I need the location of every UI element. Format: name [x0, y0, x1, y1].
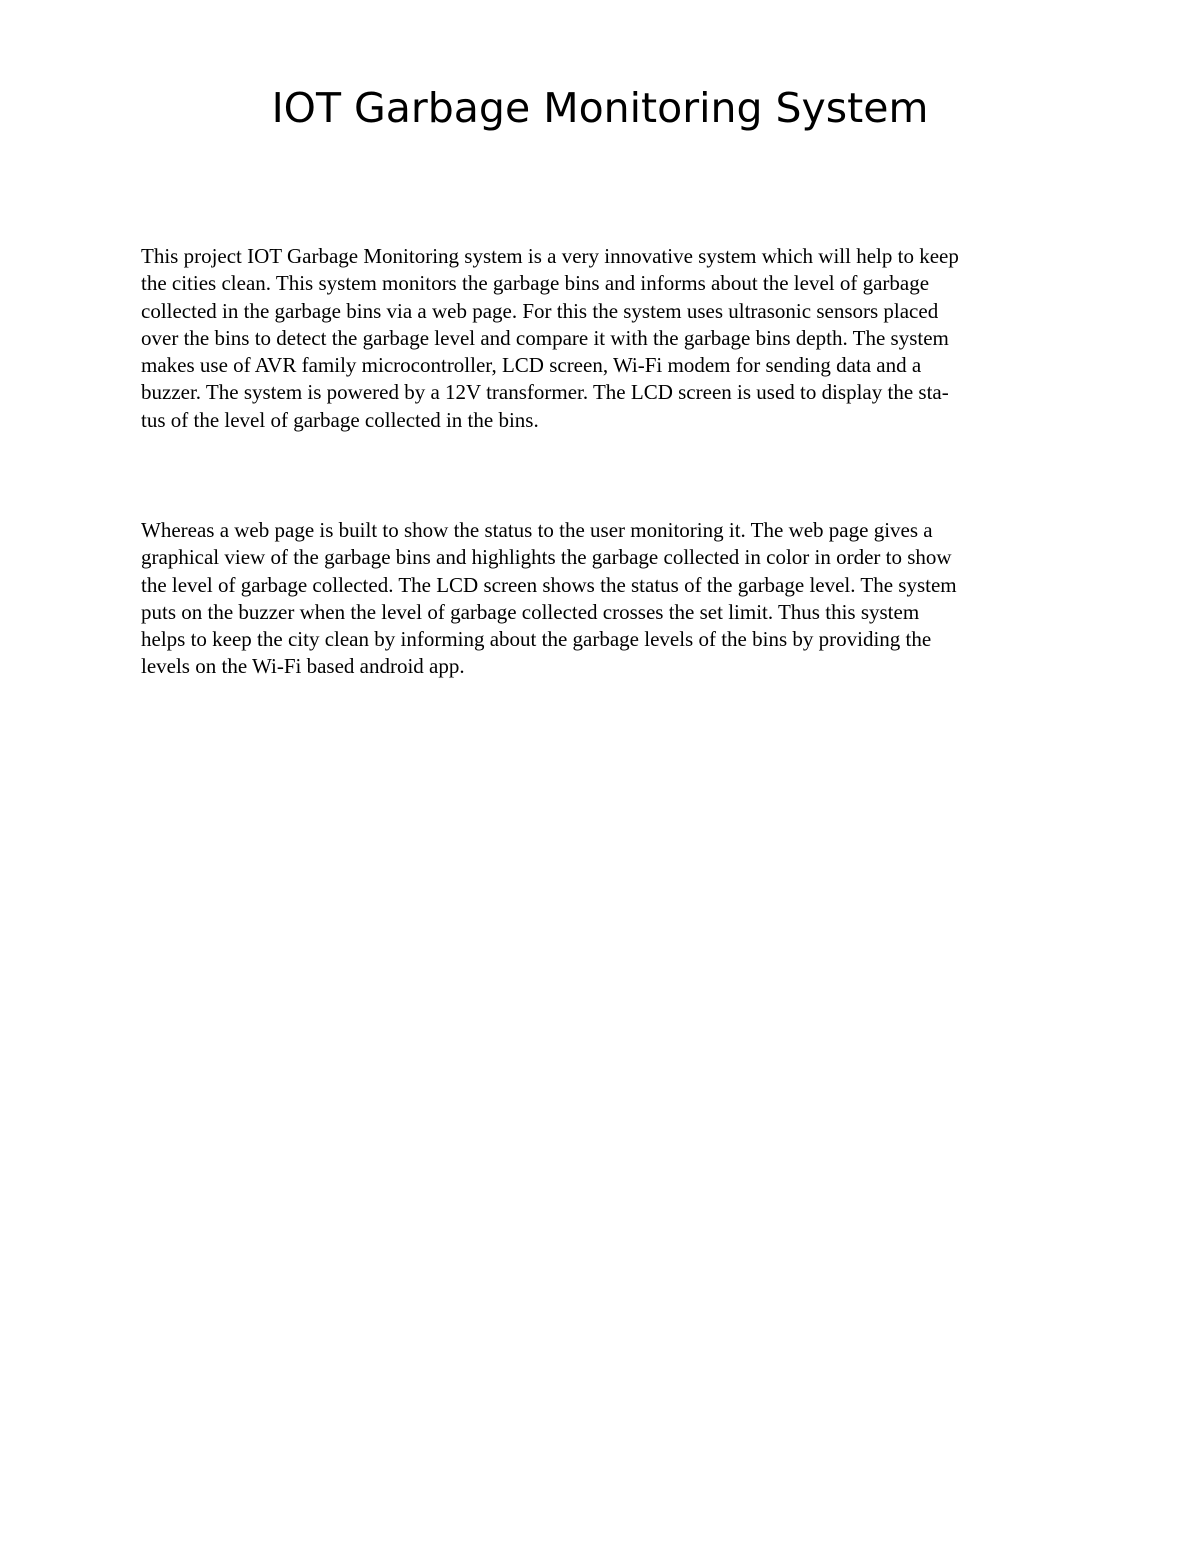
paragraph-line: levels on the Wi-Fi based android app. — [141, 654, 465, 679]
paragraph-line: This project IOT Garbage Monitoring system is a very innovative system which will help to keep — [141, 244, 959, 268]
paragraph-line: tus of the level of garbage collected in the bins. — [141, 407, 539, 432]
paragraph-line: helps to keep the city clean by informing about the garbage levels of the bins by providing the — [141, 627, 932, 652]
paragraph-line: makes use of AVR family microcontroller, LCD screen, Wi-Fi modem for sending data and a — [141, 353, 922, 378]
paragraph-web-page — [141, 517, 1061, 681]
paragraph-line: over the bins to detect the garbage level and compare it with the garbage bins depth. The system — [141, 325, 949, 350]
paragraph-intro — [141, 243, 1061, 434]
paragraph-line: collected in the garbage bins via a web page. For this the system uses ultrasonic sensors placed — [141, 298, 939, 323]
paragraph-line: graphical view of the garbage bins and highlights the garbage collected in color in order to show — [141, 545, 952, 570]
paragraph-line: buzzer. The system is powered by a 12V transformer. The LCD screen is used to display the sta- — [141, 380, 949, 405]
paragraph-line: the level of garbage collected. The LCD screen shows the status of the garbage level. The system — [141, 572, 957, 597]
paragraph-line: puts on the buzzer when the level of garbage collected crosses the set limit. Thus this system — [141, 599, 920, 624]
document-title: IOT Garbage Monitoring System — [271, 84, 929, 132]
paragraph-line: the cities clean. This system monitors the garbage bins and informs about the level of garbage — [141, 271, 930, 296]
paragraph-line: Whereas a web page is built to show the status to the user monitoring it. The web page gives a — [141, 518, 933, 542]
